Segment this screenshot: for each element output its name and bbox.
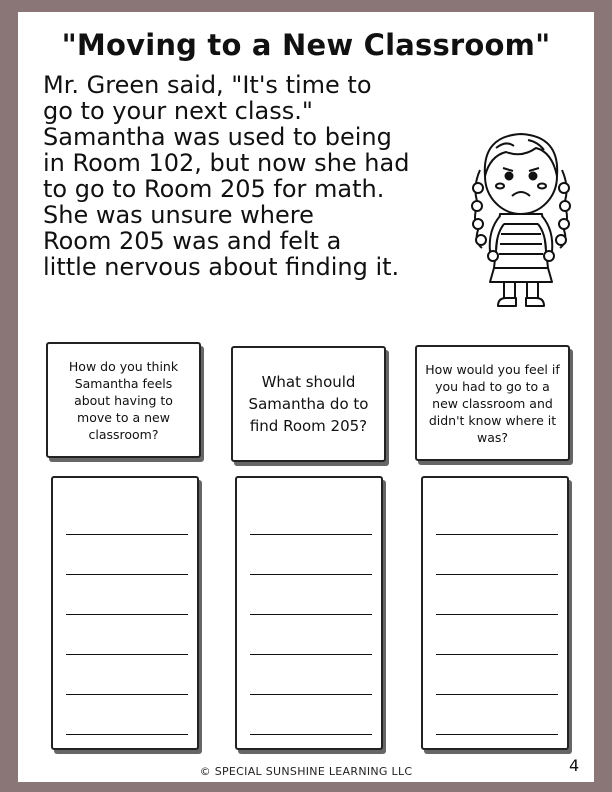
question-text: What should Samantha do to find Room 205? — [248, 373, 369, 435]
story-line: in Room 102, but now she had — [43, 149, 410, 177]
worried-girl-illustration — [466, 118, 576, 310]
question-text: How do you think Samantha feels about having to move to a new classroom? — [68, 358, 179, 442]
answer-line[interactable] — [250, 574, 372, 575]
worksheet-page — [18, 12, 594, 782]
answer-line[interactable] — [436, 534, 558, 535]
answer-line[interactable] — [436, 734, 558, 735]
answer-line[interactable] — [66, 734, 188, 735]
answer-box-2[interactable] — [235, 476, 383, 750]
worksheet-title: "Moving to a New Classroom" — [61, 28, 551, 62]
answer-line[interactable] — [436, 574, 558, 575]
story-line: She was unsure where — [43, 201, 314, 229]
copyright-footer: © SPECIAL SUNSHINE LEARNING LLC — [199, 765, 413, 778]
answer-line[interactable] — [250, 654, 372, 655]
story-line: to go to Room 205 for math. — [43, 175, 385, 203]
answer-line[interactable] — [436, 614, 558, 615]
answer-box-1[interactable] — [51, 476, 199, 750]
answer-box-3[interactable] — [421, 476, 569, 750]
answer-line[interactable] — [250, 614, 372, 615]
question-box-3 — [415, 345, 570, 461]
answer-line[interactable] — [436, 694, 558, 695]
answer-line[interactable] — [250, 694, 372, 695]
story-paragraph — [43, 72, 463, 280]
answer-line[interactable] — [250, 734, 372, 735]
answer-line[interactable] — [436, 654, 558, 655]
question-box-2 — [231, 346, 386, 462]
story-line: Samantha was used to being — [43, 123, 392, 151]
answer-line[interactable] — [66, 654, 188, 655]
story-line: Mr. Green said, "It's time to — [43, 71, 372, 99]
question-text: How would you feel if you had to go to a new classroom and didn't know where it was? — [425, 361, 560, 445]
answer-line[interactable] — [66, 574, 188, 575]
answer-line[interactable] — [250, 534, 372, 535]
story-line: Room 205 was and felt a — [43, 227, 342, 255]
answer-line[interactable] — [66, 534, 188, 535]
story-line: go to your next class." — [43, 97, 313, 125]
answer-line[interactable] — [66, 614, 188, 615]
question-box-1 — [46, 342, 201, 458]
page-number: 4 — [569, 756, 580, 775]
story-line: little nervous about finding it. — [43, 253, 400, 281]
answer-line[interactable] — [66, 694, 188, 695]
